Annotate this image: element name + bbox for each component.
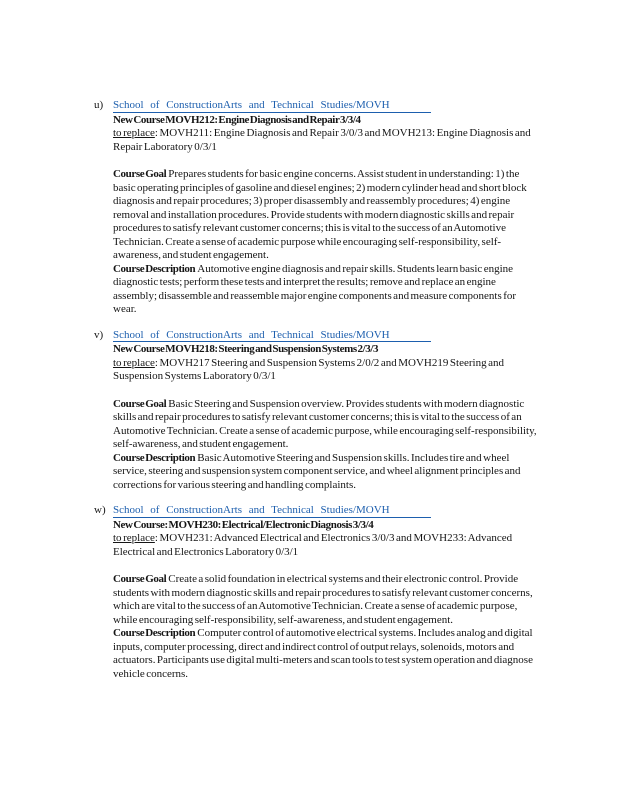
to-replace-line [113,127,537,154]
course-description-label: Course Description [113,451,196,464]
to-replace-label: to replace [113,532,155,544]
course-description-paragraph [113,627,537,681]
course-goal-label: Course Goal [113,168,167,180]
to-replace-text: : MOVH211: Engine Diagnosis and Repair 3/0/3 and MOVH213: Engine Diagnosis and Repair Laboratory 0/3/1 [113,127,531,153]
new-course-line: New Course: MOVH230: Electrical/Electronic Diagnosis 3/3/4 [113,518,374,531]
to-replace-label: to replace [113,356,155,369]
course-goal-text: Create a solid foundation in electrical systems and their electronic control. Provide students with modern diagnostic skills and repair procedures to satisfy relevant customer concerns, which are vital to the success of an Automotive Technician. Create a sense of academic purpose, while encouraging self-responsibility, self-awareness, and student engagement. [113,573,533,626]
course-goal-paragraph [113,398,537,452]
course-goal-text: Prepares students for basic engine concerns. Assist student in understanding: 1) the basic operating principles of gasoline and diesel engines; 2) modern cylinder head and short block diagnosis and repair procedures; 3) proper disassembly and reassembly procedures; 4) engine removal and installation procedures. Provide students with modern diagnostic skills and repair procedures to satisfy relevant customer concerns; this is vital to the success of an Automotive Technician. Create a sense of academic purpose while encouraging self-responsibility, self-awareness, and student engagement. [113,168,527,261]
section-letter: u) [94,99,104,111]
course-description-text: Computer control of automotive electrical systems. Includes analog and digital inputs, computer processing, direct and indirect control of output relays, solenoids, motors and actuators. Participants use digital multi-meters and scan tools to test system operation and diagnose vehicle concerns. [113,627,533,680]
course-paragraphs [113,573,537,681]
course-goal-label: Course Goal [113,397,167,410]
school-link[interactable]: School of ConstructionArts and Technical Studies/MOVH [113,99,431,113]
section-letter: w) [94,504,106,516]
document-content [94,99,544,693]
new-course-line: New Course MOVH218: Steering and Suspension Systems 2/3/3 [113,343,379,355]
to-replace-text: : MOVH231: Advanced Electrical and Electronics 3/0/3 and MOVH233: Advanced Electrical and Electronics Laboratory 0/3/1 [113,532,513,558]
section-u [94,99,544,317]
course-paragraphs [113,398,537,493]
course-description-text: Automotive engine diagnosis and repair skills. Students learn basic engine diagnostic tests; perform these tests and interpret the results; remove and replace an engine assembly; disassemble and reassemble major engine components and measure components for wear. [113,262,517,315]
course-description-paragraph [113,263,537,317]
section-w [94,504,544,681]
school-link[interactable]: School of ConstructionArts and Technical Studies/MOVH [113,504,431,518]
to-replace-line [113,532,537,559]
to-replace-label: to replace [113,127,155,139]
course-goal-paragraph [113,168,537,263]
section-letter: v) [94,328,104,341]
course-paragraphs [113,168,537,317]
course-goal-label: Course Goal [113,573,167,585]
to-replace-text: : MOVH217 Steering and Suspension Systems 2/0/2 and MOVH219 Steering and Suspension Systems Laboratory 0/3/1 [113,356,505,382]
course-description-text: Basic Automotive Steering and Suspension skills. Includes tire and wheel service, steering and suspension system component service, and wheel alignment principles and corrections for various steering and handling complaints. [113,451,521,491]
course-goal-paragraph [113,573,537,627]
course-goal-text: Basic Steering and Suspension overview. Provides students with modern diagnostic skills and repair procedures to satisfy relevant customer concerns; this is vital to the success of an Automotive Technician. Create a sense of academic purpose, while encouraging self-responsibility, self-awareness, and student engagement. [113,397,537,450]
course-description-label: Course Description [113,627,196,639]
course-description-label: Course Description [113,262,196,275]
to-replace-line [113,357,537,384]
section-v [94,329,544,493]
school-link[interactable]: School of ConstructionArts and Technical Studies/MOVH [113,329,431,343]
course-description-paragraph [113,452,537,493]
new-course-line: New Course MOVH212: Engine Diagnosis and Repair 3/3/4 [113,113,361,126]
